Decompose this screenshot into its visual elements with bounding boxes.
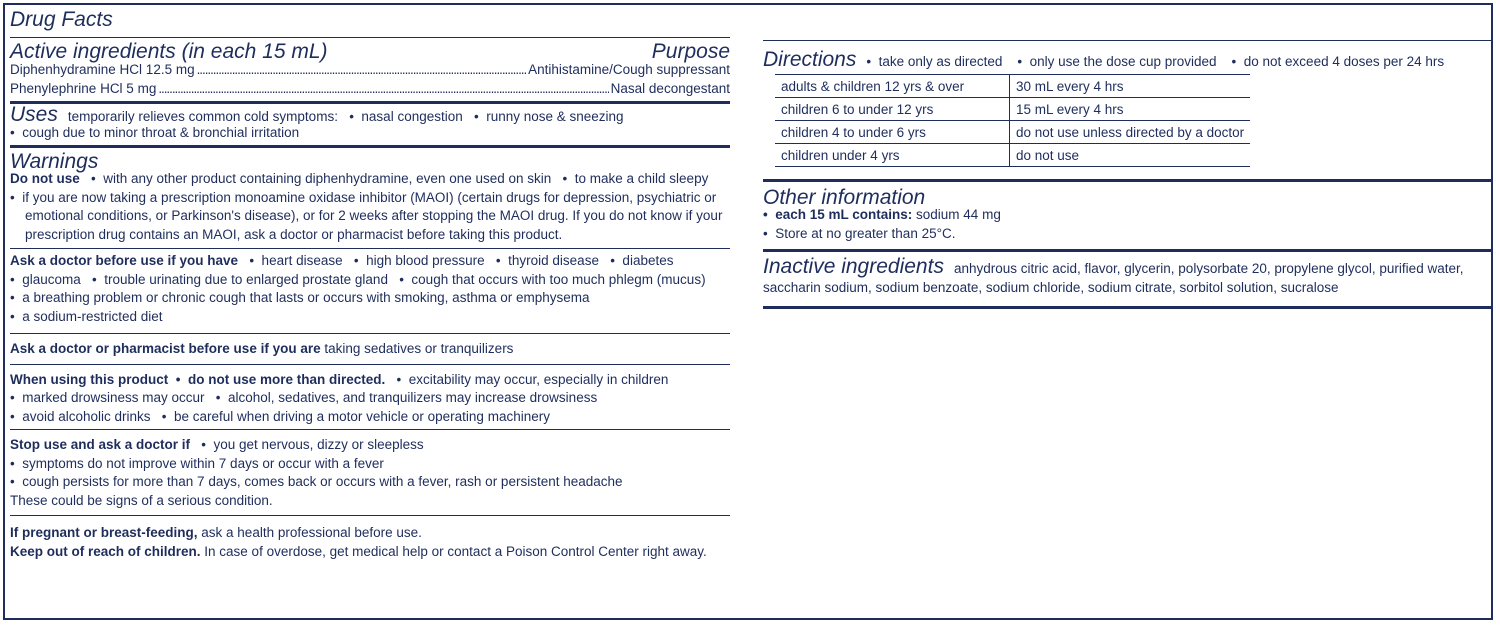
warning-text: • avoid alcoholic drinks • be careful when driving a motor vehicle or operating machinery bbox=[10, 408, 550, 424]
age-cell: children 4 to under 6 yrs bbox=[775, 121, 1010, 144]
active-ingredients-header: Active ingredients (in each 15 mL) bbox=[10, 40, 328, 63]
keep-out-label: Keep out of reach of children. bbox=[10, 543, 201, 559]
inactive-ingredients-header: Inactive ingredients bbox=[763, 255, 944, 278]
warnings-header: Warnings bbox=[10, 150, 99, 173]
dose-cell: do not use bbox=[1010, 144, 1251, 167]
ingredient-purpose: Antihistamine/Cough suppressant bbox=[528, 62, 730, 77]
uses-header: Uses bbox=[10, 103, 58, 126]
warning-text: • excitability may occur, especially in children bbox=[385, 371, 669, 387]
age-cell: children under 4 yrs bbox=[775, 144, 1010, 167]
inactive-ingredients-text: anhydrous citric acid, flavor, glycerin, polysorbate 20, propylene glycol, purified water, bbox=[953, 261, 1464, 276]
table-row bbox=[775, 98, 1250, 121]
when-using-bold: • do not use more than directed. bbox=[168, 371, 386, 387]
other-info-header: Other information bbox=[763, 186, 926, 209]
warning-text: emotional conditions, or Parkinson's disease), or for 2 weeks after stopping the MAOI drug. If you do not know if your bbox=[10, 208, 723, 223]
warning-text: ask a health professional before use. bbox=[197, 525, 422, 540]
warning-text: taking sedatives or tranquilizers bbox=[320, 341, 514, 356]
stop-use-label: Stop use and ask a doctor if bbox=[10, 437, 191, 452]
ask-pharmacist-section bbox=[10, 334, 730, 364]
warning-text: These could be signs of a serious condition. bbox=[10, 492, 273, 508]
other-info-label: • each 15 mL contains: bbox=[763, 207, 913, 222]
warning-text: • marked drowsiness may occur • alcohol, sedatives, and tranquilizers may increase drowsiness bbox=[10, 390, 598, 405]
warning-text: prescription drug contains an MAOI, ask a doctor or pharmacist before taking this product. bbox=[10, 226, 563, 242]
table-row bbox=[775, 144, 1250, 167]
drug-facts-title: Drug Facts bbox=[10, 8, 113, 31]
other-info-section bbox=[763, 182, 1491, 246]
do-not-use-label: Do not use bbox=[10, 171, 80, 186]
warning-text: • you get nervous, dizzy or sleepless bbox=[190, 437, 424, 452]
age-cell: children 6 to under 12 yrs bbox=[775, 98, 1010, 121]
when-using-label: When using this product bbox=[10, 371, 169, 387]
ask-doctor-label: Ask a doctor before use if you have bbox=[10, 253, 239, 268]
table-row bbox=[775, 75, 1250, 98]
dosage-table bbox=[775, 74, 1250, 167]
warning-text: • symptoms do not improve within 7 days or occur with a fever bbox=[10, 455, 384, 471]
inactive-ingredients-text: saccharin sodium, sodium benzoate, sodium chloride, sodium citrate, sorbitol solution, sucralose bbox=[763, 280, 1339, 295]
ingredient-purpose: Nasal decongestant bbox=[610, 80, 730, 96]
age-cell: adults & children 12 yrs & over bbox=[775, 75, 1010, 98]
other-info-text: • Store at no greater than 25°C. bbox=[763, 225, 956, 241]
stop-use-section bbox=[10, 430, 730, 513]
leader-dots bbox=[158, 80, 608, 99]
other-info-text: sodium 44 mg bbox=[912, 207, 1001, 222]
ask-doctor-section bbox=[10, 249, 730, 329]
warning-text: • a sodium-restricted diet bbox=[10, 308, 163, 324]
left-column bbox=[10, 8, 730, 564]
directions-header: Directions bbox=[763, 48, 857, 71]
purpose-header: Purpose bbox=[651, 40, 730, 63]
directions-line: • take only as directed • only use the dose cup provided • do not exceed 4 doses per 24 hrs bbox=[866, 54, 1445, 69]
warnings-section bbox=[10, 148, 730, 247]
pregnant-label: If pregnant or breast-feeding, bbox=[10, 525, 198, 540]
divider bbox=[763, 306, 1491, 309]
right-column bbox=[763, 40, 1491, 309]
dose-cell: do not use unless directed by a doctor bbox=[1010, 121, 1251, 144]
ingredient-name: Diphenhydramine HCl 12.5 mg bbox=[10, 62, 195, 77]
warning-text: • with any other product containing diphenhydramine, even one used on skin • to make a child sleepy bbox=[79, 171, 709, 186]
uses-line: temporarily relieves common cold symptoms: • nasal congestion • runny nose & sneezing bbox=[67, 109, 624, 124]
warning-text: • heart disease • high blood pressure • thyroid disease • diabetes bbox=[238, 253, 674, 268]
warning-text: • glaucoma • trouble urinating due to enlarged prostate gland • cough that occurs with too much phlegm (mucus) bbox=[10, 271, 706, 287]
active-ingredient-row bbox=[10, 61, 730, 80]
warning-text: In case of overdose, get medical help or contact a Poison Control Center right away. bbox=[200, 543, 707, 559]
ask-pharmacist-label: Ask a doctor or pharmacist before use if you are bbox=[10, 341, 321, 356]
directions-section bbox=[763, 41, 1491, 170]
ingredient-name: Phenylephrine HCl 5 mg bbox=[10, 80, 157, 96]
leader-dots bbox=[197, 61, 527, 80]
active-ingredient-row bbox=[10, 80, 730, 99]
table-row bbox=[775, 121, 1250, 144]
inactive-ingredients-section bbox=[763, 252, 1491, 301]
dose-cell: 15 mL every 4 hrs bbox=[1010, 98, 1251, 121]
dose-cell: 30 mL every 4 hrs bbox=[1010, 75, 1251, 98]
warning-text: • a breathing problem or chronic cough that lasts or occurs with smoking, asthma or emphysema bbox=[10, 290, 590, 305]
uses-line: • cough due to minor throat & bronchial irritation bbox=[10, 124, 300, 140]
when-using-section bbox=[10, 365, 730, 430]
pregnancy-section bbox=[10, 516, 730, 564]
uses-section bbox=[10, 104, 730, 145]
warning-text: • if you are now taking a prescription monoamine oxidase inhibitor (MAOI) (certain drugs for depression, psychiatric or bbox=[10, 189, 717, 205]
active-ingredients-section bbox=[10, 38, 730, 101]
warning-text: • cough persists for more than 7 days, comes back or occurs with a fever, rash or persistent headache bbox=[10, 474, 623, 489]
